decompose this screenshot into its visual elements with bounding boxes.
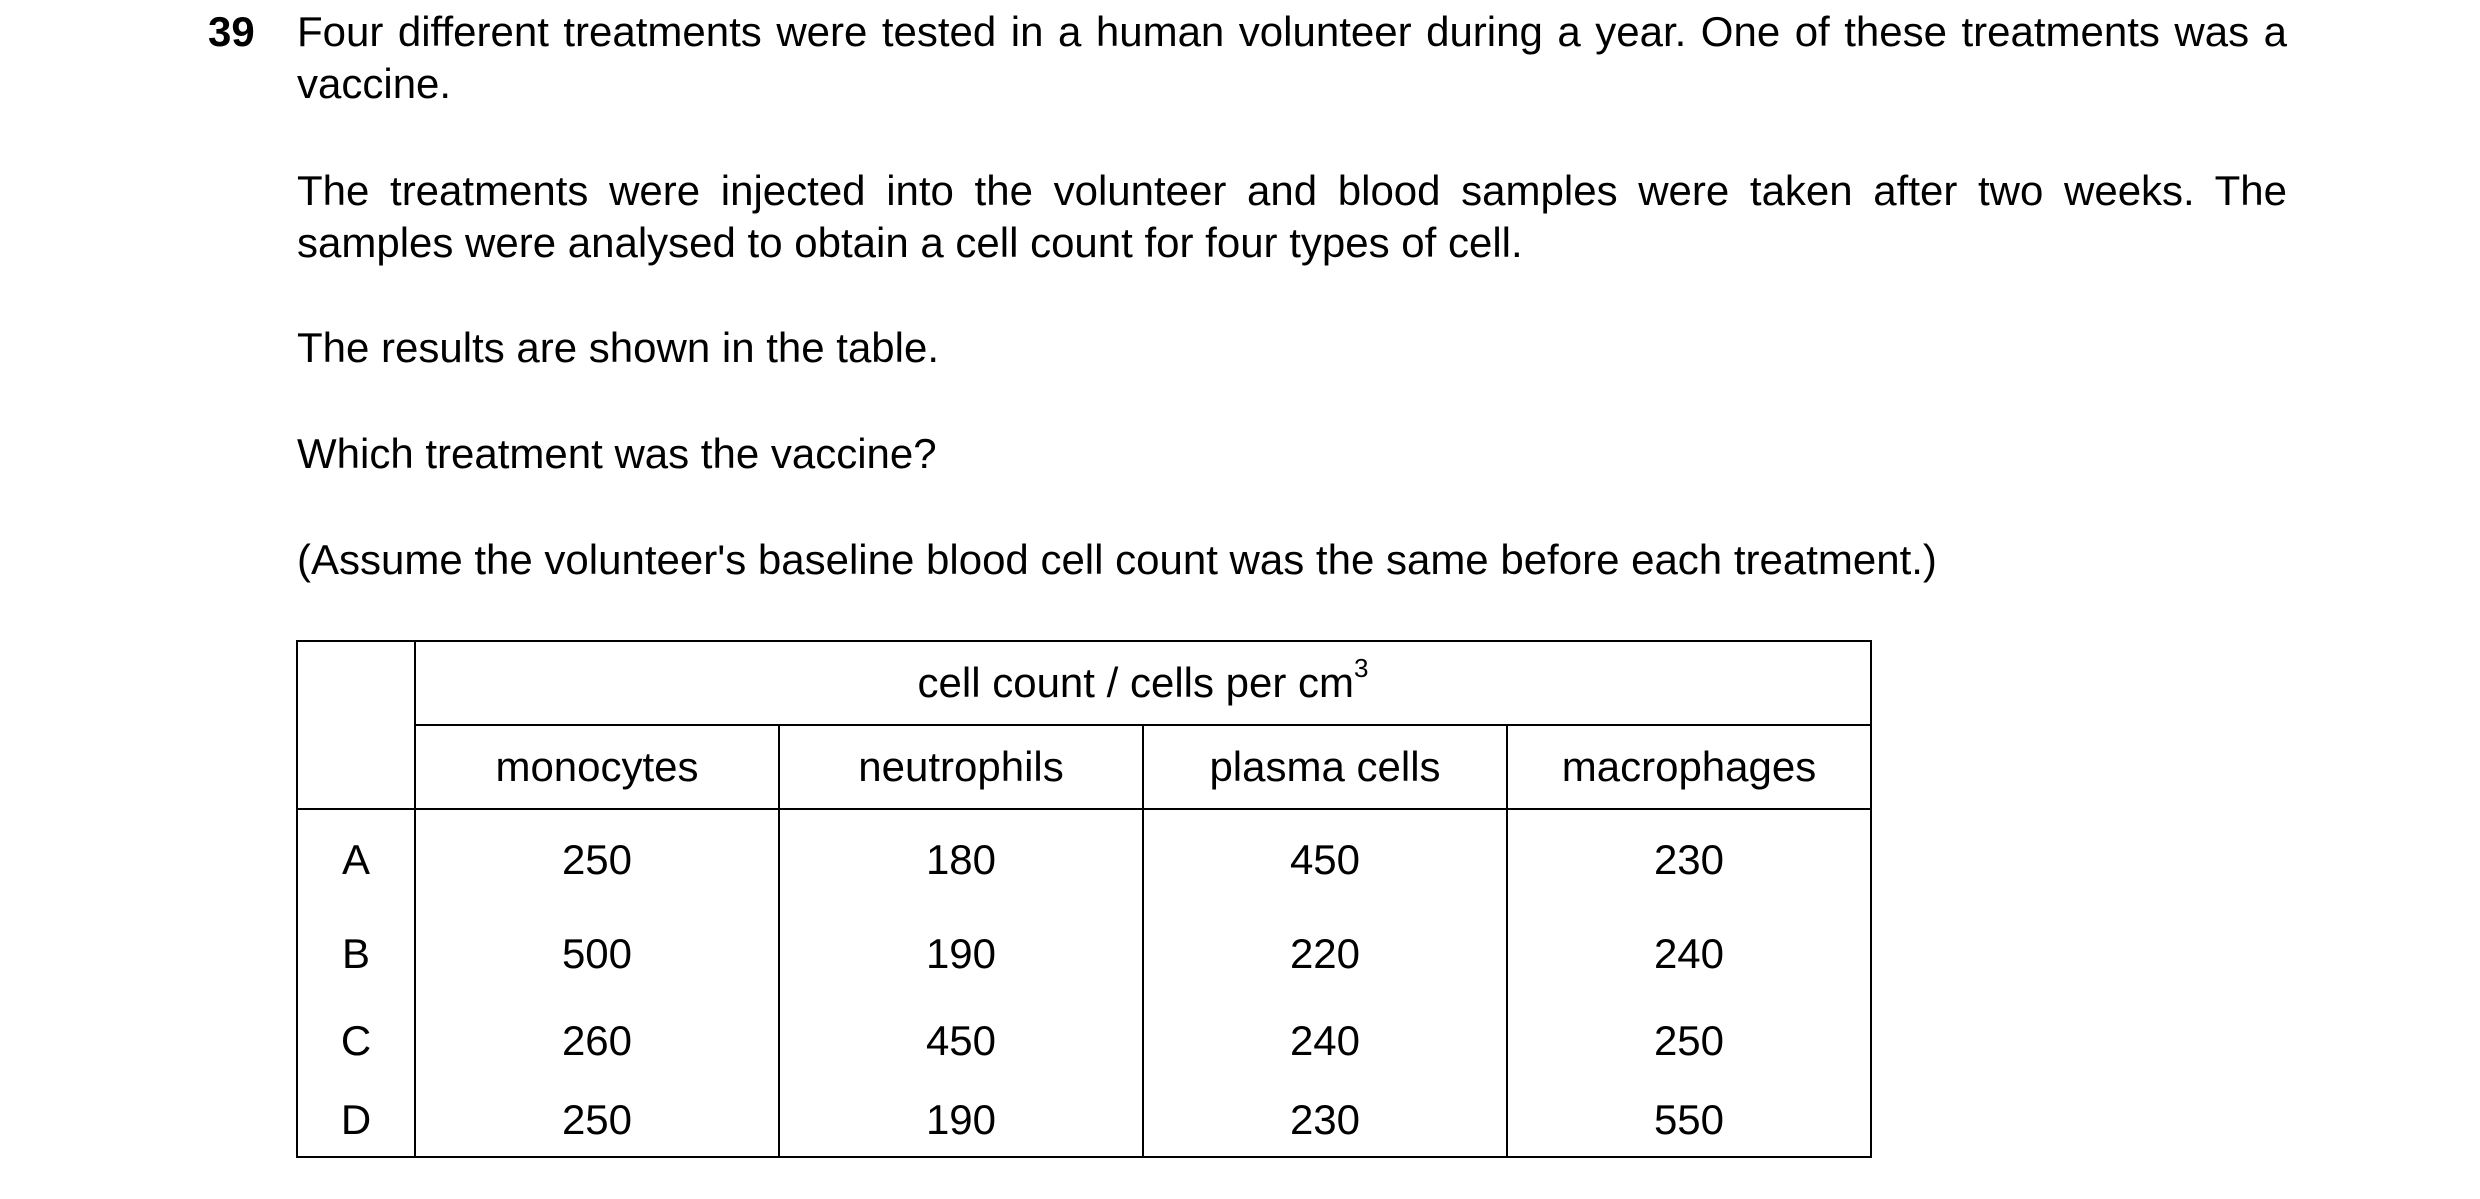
table-cell: 230 [1507, 809, 1871, 910]
corner-cell [297, 641, 415, 809]
row-label: D [297, 1084, 415, 1157]
question-number: 39 [208, 8, 255, 55]
table-cell: 450 [779, 997, 1143, 1084]
row-label: C [297, 997, 415, 1084]
table-cell: 190 [779, 910, 1143, 997]
unit-exponent: 3 [1354, 653, 1369, 683]
table-cell: 190 [779, 1084, 1143, 1157]
table-cell: 230 [1143, 1084, 1507, 1157]
table-cell: 180 [779, 809, 1143, 910]
table-cell: 250 [415, 809, 779, 910]
table-row [297, 809, 1871, 910]
column-header-row [297, 725, 1871, 809]
table-cell: 240 [1143, 997, 1507, 1084]
table-cell: 500 [415, 910, 779, 997]
table-cell: 240 [1507, 910, 1871, 997]
column-header: neutrophils [779, 725, 1143, 809]
table-cell: 250 [1507, 997, 1871, 1084]
question-intro: Four different treatments were tested in a human volunteer during a year. One of these treatments was a vaccine. [297, 8, 2287, 107]
question-prompt: Which treatment was the vaccine? [297, 430, 937, 477]
results-table [296, 640, 1872, 1158]
table-cell: 260 [415, 997, 779, 1084]
question-method: The treatments were injected into the volunteer and blood samples were taken after two weeks. The samples were analysed to obtain a cell count for four types of cell. [297, 167, 2287, 266]
column-header: macrophages [1507, 725, 1871, 809]
table-cell: 550 [1507, 1084, 1871, 1157]
table-row [297, 910, 1871, 997]
table-cell: 220 [1143, 910, 1507, 997]
table-cell: 250 [415, 1084, 779, 1157]
cell-count-header-text: cell count / cells per cm [917, 659, 1355, 706]
row-label: B [297, 910, 415, 997]
table-cell: 450 [1143, 809, 1507, 910]
results-note: The results are shown in the table. [297, 324, 940, 371]
row-label: A [297, 809, 415, 910]
cell-count-header [415, 641, 1871, 725]
column-header: plasma cells [1143, 725, 1507, 809]
column-header: monocytes [415, 725, 779, 809]
table-header-row [297, 641, 1871, 725]
table-row [297, 1084, 1871, 1157]
table-row [297, 997, 1871, 1084]
assumption-note: (Assume the volunteer's baseline blood cell count was the same before each treatment.) [297, 536, 1937, 583]
